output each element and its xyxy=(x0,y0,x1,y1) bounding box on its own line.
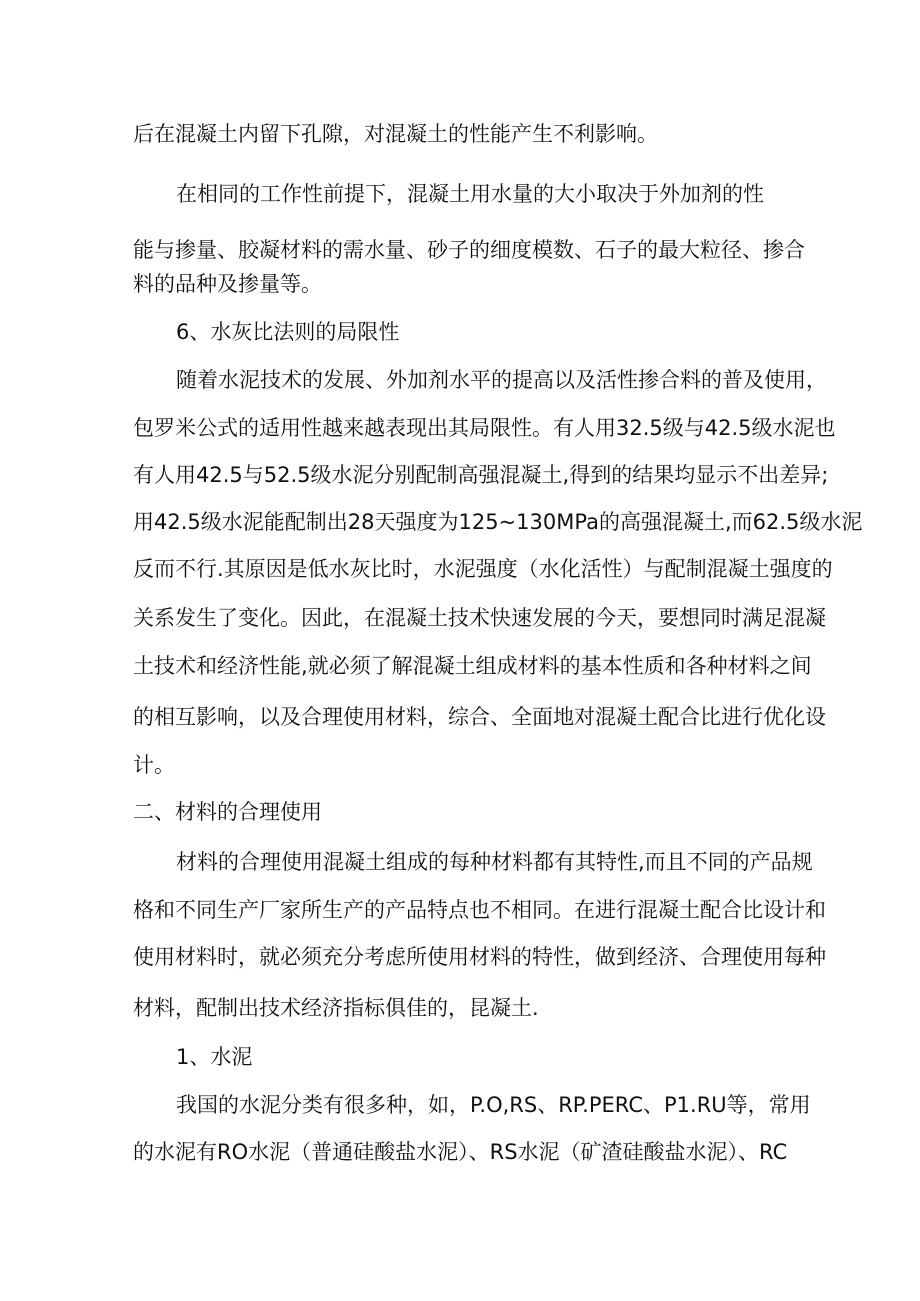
text-line: 的相互影响，以及合理使用材料，综合、全面地对混凝土配合比进行优化设 xyxy=(133,705,826,729)
text-line: 有人用42.5与52.5级水泥分别配制高强混凝土,得到的结果均显示不出差异; xyxy=(133,463,829,487)
text-line: 包罗米公式的适用性越来越表现出其局限性。有人用32.5级与42.5级水泥也 xyxy=(133,416,836,440)
text-line: 关系发生了变化。因此，在混凝土技术快速发展的今天，要想同时满足混凝 xyxy=(133,606,826,630)
text-line: 我国的水泥分类有很多种，如，P.O,RS、RP.PERC、P1.RU等，常用 xyxy=(176,1093,811,1117)
text-line: 反而不行.其原因是低水灰比时，水泥强度（水化活性）与配制混凝土强度的 xyxy=(133,557,833,581)
text-line: 使用材料时，就必须充分考虑所使用材料的特性，做到经济、合理使用每种 xyxy=(133,945,826,969)
text-line: 计。 xyxy=(133,753,175,777)
text-line: 的水泥有RO水泥（普通硅酸盐水泥）、RS水泥（矿渣硅酸盐水泥）、RC xyxy=(133,1140,788,1164)
text-line: 材料，配制出技术经济指标俱佳的，昆凝土. xyxy=(133,996,539,1020)
text-line: 后在混凝土内留下孔隙，对混凝土的性能产生不利影响。 xyxy=(133,122,658,146)
text-line: 用42.5级水泥能配制出28天强度为125~130MPa的高强混凝土,而62.5级水泥 xyxy=(133,510,863,534)
text-line: 料的品种及掺量等。 xyxy=(133,272,322,296)
section-heading: 6、水灰比法则的局限性 xyxy=(176,320,400,344)
text-line: 能与掺量、胶凝材料的需水量、砂子的细度模数、石子的最大粒径、掺合 xyxy=(133,238,805,262)
section-heading: 二、材料的合理使用 xyxy=(133,800,322,824)
subsection-heading: 1、水泥 xyxy=(176,1045,253,1069)
text-line: 随着水泥技术的发展、外加剂水平的提高以及活性掺合料的普及使用， xyxy=(176,368,827,392)
text-line: 格和不同生产厂家所生产的产品特点也不相同。在进行混凝土配合比设计和 xyxy=(133,898,826,922)
text-line: 在相同的工作性前提下，混凝土用水量的大小取决于外加剂的性 xyxy=(176,182,764,206)
text-line: 材料的合理使用混凝土组成的每种材料都有其特性,而且不同的产品规 xyxy=(176,850,813,874)
text-line: 土技术和经济性能,就必须了解混凝土组成材料的基本性质和各种材料之间 xyxy=(133,654,812,678)
